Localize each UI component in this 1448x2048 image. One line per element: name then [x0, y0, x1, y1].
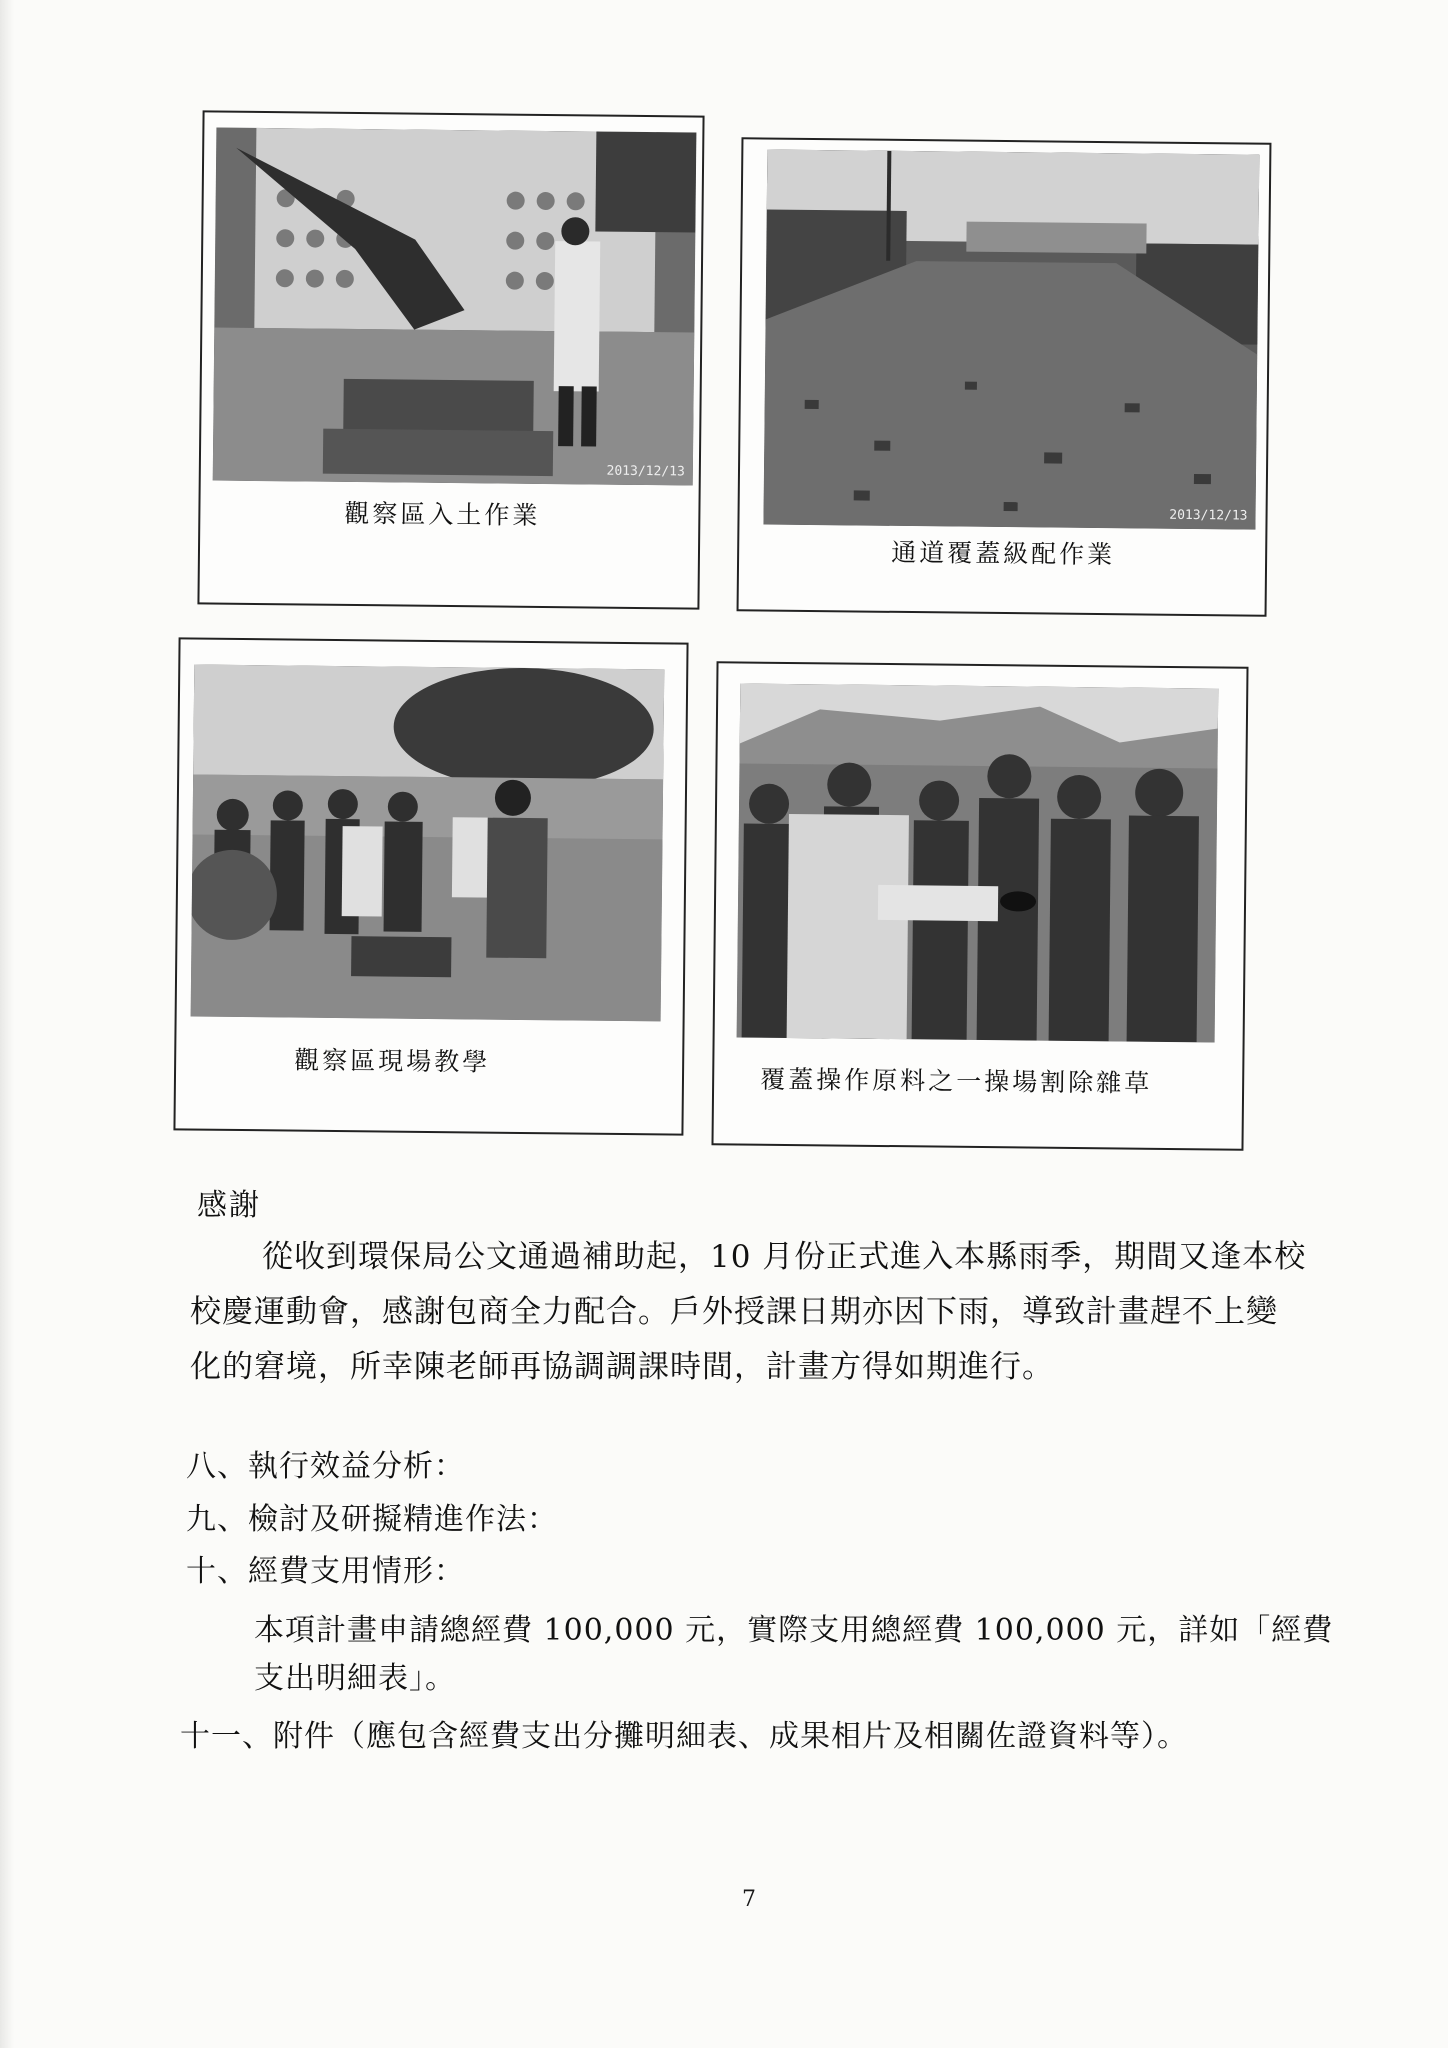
photo-card-soil-work: [197, 110, 704, 609]
photo-field-teaching: [191, 665, 665, 1022]
photo-card-gravel-cover: [737, 137, 1272, 617]
thanks-heading: 感謝: [197, 1188, 261, 1223]
section-ten-body: 支出明細表」。: [254, 1661, 456, 1696]
section-nine: 九、檢討及研擬精進作法：: [186, 1502, 558, 1537]
photo-caption: 通道覆蓋級配作業: [891, 537, 1116, 570]
photo-caption: 覆蓋操作原料之一操場割除雜草: [760, 1064, 1153, 1098]
photo-caption: 觀察區現場教學: [294, 1045, 491, 1077]
thanks-line: 校慶運動會，感謝包商全力配合。戶外授課日期亦因下雨，導致計畫趕不上變: [190, 1294, 1278, 1330]
photo-datestamp: 2013/12/13: [606, 463, 685, 480]
thanks-line: 從收到環保局公文通過補助起，10 月份正式進入本縣雨季，期間又逢本校: [262, 1239, 1307, 1275]
page-number: 7: [742, 1887, 756, 1912]
photo-card-grass-cutting: [711, 661, 1248, 1151]
scan-edge: [0, 0, 14, 2048]
section-eight: 八、執行效益分析：: [186, 1449, 465, 1484]
photo-soil-work: [213, 128, 697, 486]
photo-datestamp: 2013/12/13: [1169, 507, 1248, 524]
section-ten: 十、經費支用情形：: [186, 1554, 465, 1589]
thanks-line: 化的窘境，所幸陳老師再協調調課時間，計畫方得如期進行。: [190, 1349, 1054, 1385]
thanks-paragraph: [190, 1230, 1370, 1395]
section-eleven: 十一、附件（應包含經費支出分攤明細表、成果相片及相關佐證資料等）。: [180, 1719, 1188, 1754]
photo-grass-cutting: [737, 683, 1219, 1042]
section-ten-body: 本項計畫申請總經費 100,000 元，實際支用總經費 100,000 元，詳如「經費: [254, 1613, 1334, 1648]
photo-caption: 觀察區入土作業: [344, 498, 541, 530]
photo-card-field-teaching: [173, 637, 688, 1135]
photo-gravel-cover: [763, 150, 1259, 530]
